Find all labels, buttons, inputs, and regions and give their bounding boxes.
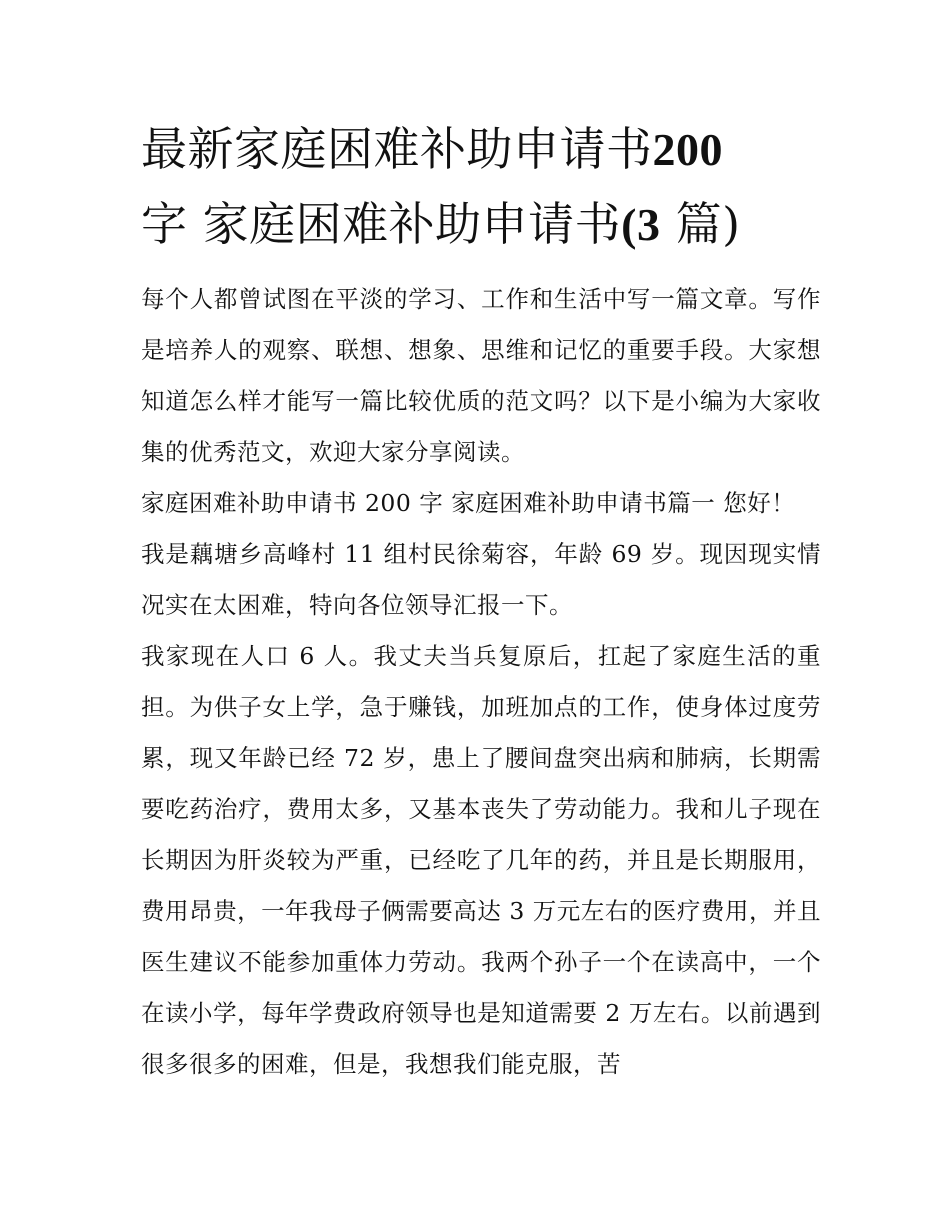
title-number-1: 200 [652,124,723,175]
document-page [141,112,821,1090]
title-text-2: 字 家庭困难补助申请书 [141,197,622,251]
family-situation-paragraph: 我家现在人口 6 人。我丈夫当兵复原后，扛起了家庭生活的重担。为供子女上学，急于赚钱，加班加点的工作，使身体过度劳累，现又年龄已经 72 岁，患上了腰间盘突出病和肺病，长期需要吃药治疗，费用太多，又基本丧失了劳动能力。我和儿子现在长期因为肝炎较为严重，已经吃了几年的药，并且是长期服用，费用昂贵，一年我母子俩需要高达 3 万元左右的医疗费用，并且医生建议不能参加重体力劳动。我两个孙子一个在读高中，一个在读小学，每年学费政府领导也是知道需要 2 万左右。以前遇到很多很多的困难，但是，我想我们能克服，苦 [141,642,821,1078]
title-number-2: (3 [621,199,661,250]
intro-paragraph: 每个人都曾试图在平淡的学习、工作和生活中写一篇文章。写作是培养人的观察、联想、想象、思维和记忆的重要手段。大家想知道怎么样才能写一篇比较优质的范文吗？以下是小编为大家收集的优秀范文，欢迎大家分享阅读。 [141,285,821,466]
title-text-1: 最新家庭困难补助申请书 [141,122,653,176]
document-title [141,112,821,262]
title-text-3: 篇) [660,197,741,251]
self-introduction-paragraph: 我是藕塘乡高峰村 11 组村民徐菊容，年龄 69 岁。现因现实情况实在太困难，特向各位领导汇报一下。 [141,540,821,619]
greeting-paragraph: 家庭困难补助申请书 200 字 家庭困难补助申请书篇一 您好！ [141,489,796,517]
